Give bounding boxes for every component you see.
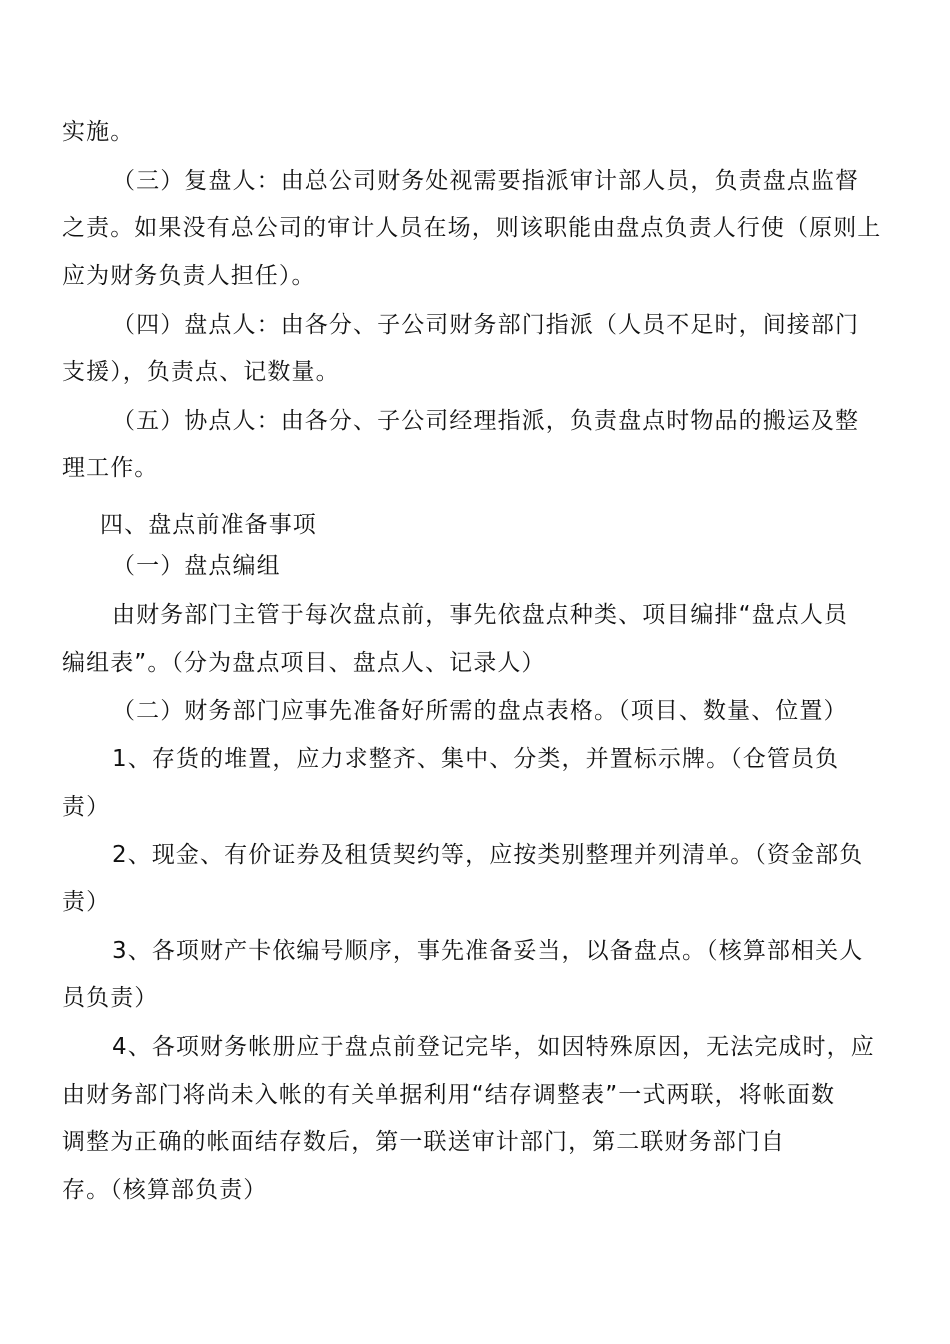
- text-line: （四）盘点人：由各分、子公司财务部门指派（人员不足时，间接部门: [112, 312, 860, 338]
- text-line: 员负责）: [62, 985, 159, 1011]
- text-line: 应为财务负责人担任）。: [62, 263, 316, 289]
- text-line: （二）财务部门应事先准备好所需的盘点表格。（项目、数量、位置）: [112, 698, 848, 724]
- subsection-heading: （一）盘点编组: [112, 553, 281, 579]
- text-line: 编组表”。（分为盘点项目、盘点人、记录人）: [62, 650, 546, 676]
- text-line: 实施。: [62, 119, 135, 145]
- text-line: （三）复盘人：由总公司财务处视需要指派审计部人员，负责盘点监督: [112, 168, 860, 194]
- text-line: （五）协点人：由各分、子公司经理指派，负责盘点时物品的搬运及整: [112, 408, 860, 434]
- text-line: 存。（核算部负责）: [62, 1177, 268, 1203]
- text-line: 4、各项财务帐册应于盘点前登记完毕，如因特殊原因，无法完成时，应: [112, 1034, 875, 1060]
- text-line: 2、现金、有价证券及租赁契约等，应按类别整理并列清单。（资金部负: [112, 842, 864, 868]
- text-line: 由财务部门将尚未入帐的有关单据利用“结存调整表”一式两联，将帐面数: [62, 1082, 836, 1108]
- text-line: 之责。如果没有总公司的审计人员在场，则该职能由盘点负责人行使（原则上: [62, 215, 882, 241]
- text-line: 责）: [62, 794, 111, 820]
- text-line: 调整为正确的帐面结存数后，第一联送审计部门，第二联财务部门自: [62, 1129, 785, 1155]
- text-line: 1、存货的堆置，应力求整齐、集中、分类，并置标示牌。（仓管员负: [112, 746, 840, 772]
- text-line: 3、各项财产卡依编号顺序，事先准备妥当，以备盘点。（核算部相关人: [112, 938, 864, 964]
- text-line: 责）: [62, 889, 111, 915]
- text-line: 理工作。: [62, 455, 159, 481]
- text-line: 由财务部门主管于每次盘点前，事先依盘点种类、项目编排“盘点人员: [112, 602, 849, 628]
- text-line: 支援），负责点、记数量。: [62, 359, 340, 385]
- section-heading: 四、盘点前准备事项: [100, 512, 317, 538]
